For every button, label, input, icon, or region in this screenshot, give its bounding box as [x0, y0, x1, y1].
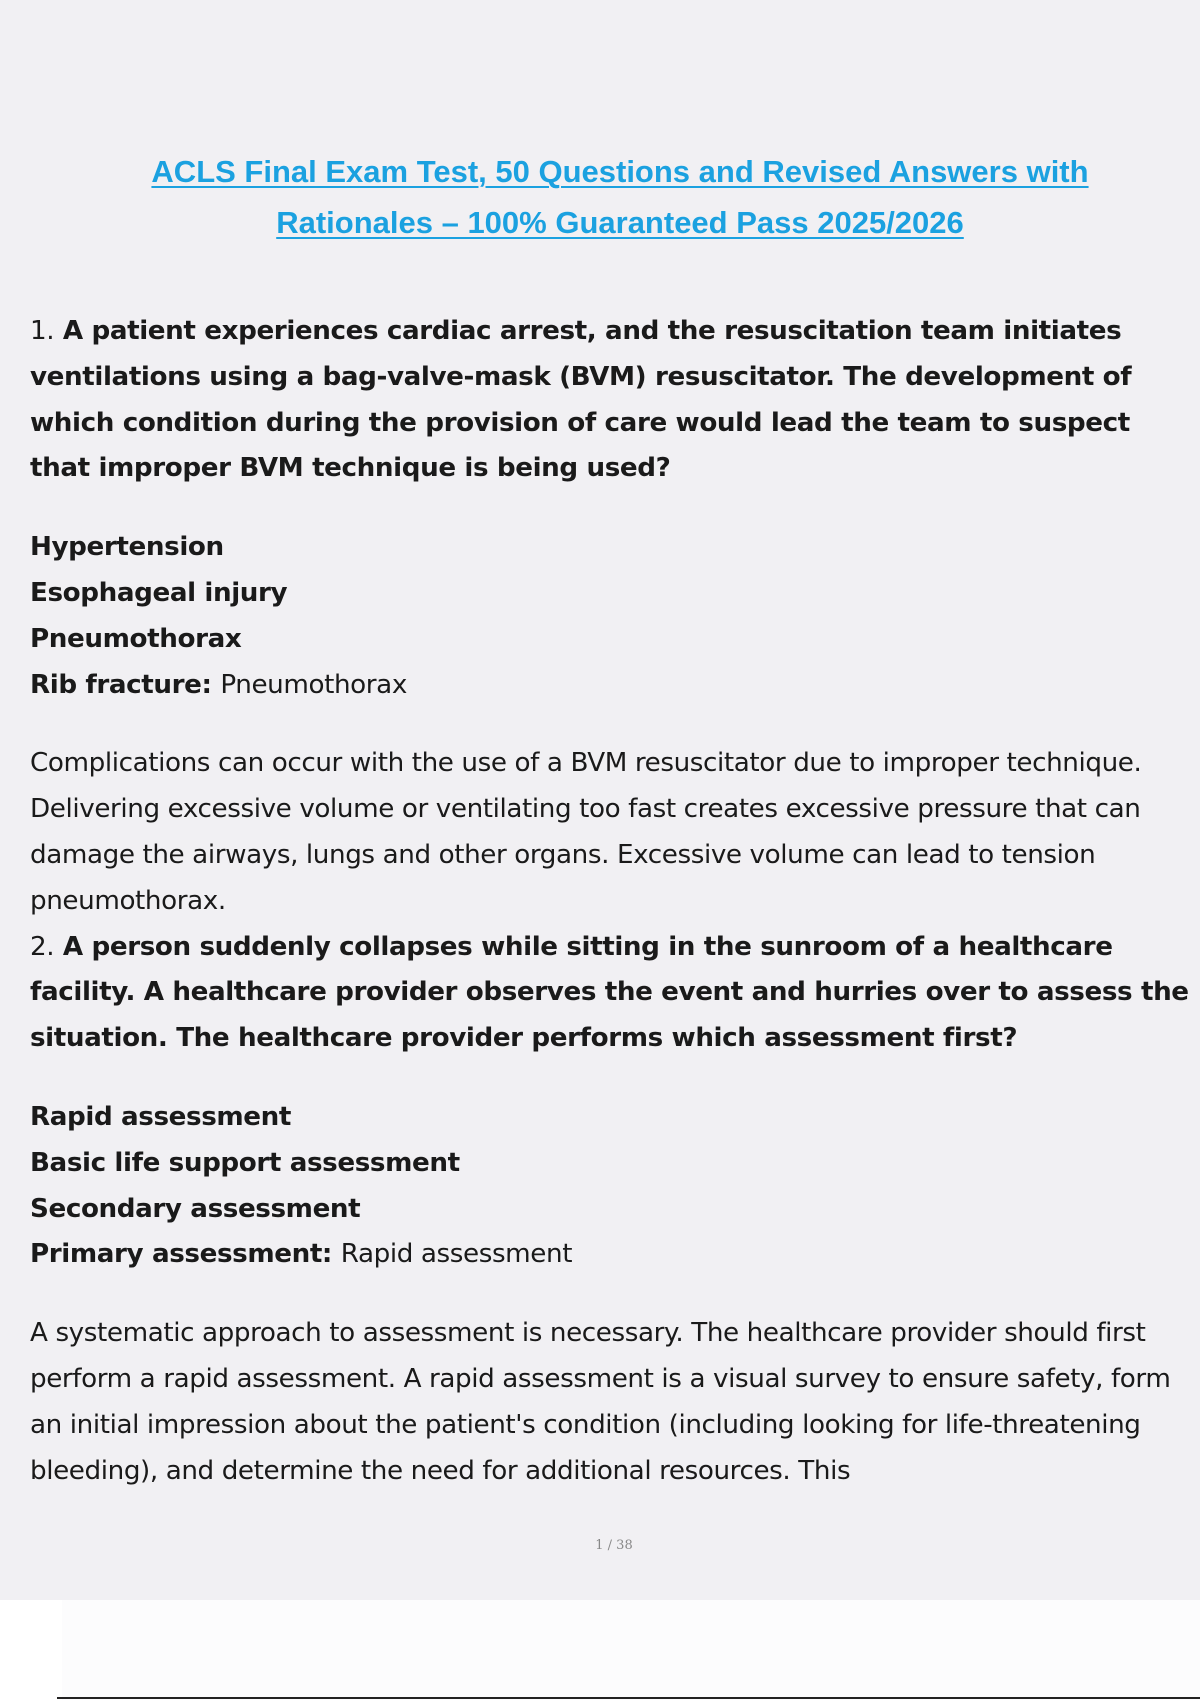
option-item: Basic life support assessment	[30, 1147, 460, 1178]
option-label: Primary assessment:	[30, 1239, 333, 1270]
question-text: A patient experiences cardiac arrest, and the resuscitation team initiates ventilations using a bag-valve-mask (BVM) resuscitator. The development of which condition during the provision of care would lead the team to suspect that improper BVM technique is being used?	[30, 316, 1132, 484]
option-item: Hypertension	[30, 532, 224, 563]
page-number: 1 / 38	[595, 1538, 633, 1553]
next-page-area	[0, 1600, 1200, 1700]
title-line-2[interactable]: Rationales – 100% Guaranteed Pass 2025/2026	[276, 205, 964, 240]
question-1-options	[30, 525, 1195, 708]
question-number: 2.	[30, 931, 55, 962]
option-label: Rib fracture:	[30, 669, 212, 700]
question-2-options	[30, 1095, 1195, 1278]
option-item: Rapid assessment	[30, 1101, 292, 1132]
question-2-rationale: A systematic approach to assessment is necessary. The healthcare provider should first perform a rapid assessment. A rapid assessment is a visual survey to ensure safety, form an initial impression about the patient's condition (including looking for life-threatening bleeding), and determine the need for additional resources. This	[30, 1318, 1171, 1486]
option-item: Pneumothorax	[30, 623, 242, 654]
correct-answer: Rapid assessment	[340, 1239, 573, 1270]
document-title[interactable]	[60, 146, 1180, 248]
next-page-edge	[62, 1600, 1200, 1700]
title-line-1[interactable]: ACLS Final Exam Test, 50 Questions and Revised Answers with	[151, 154, 1089, 189]
question-1-rationale: Complications can occur with the use of a BVM resuscitator due to improper technique. Delivering excessive volume or ventilating too fast creates excessive pressure that can damage the airways, lungs and other organs. Excessive volume can lead to tension pneumothorax.	[30, 748, 1142, 916]
option-item: Secondary assessment	[30, 1193, 361, 1224]
question-1	[30, 309, 1195, 492]
option-item-last	[30, 670, 407, 700]
question-text: A person suddenly collapses while sitting in the sunroom of a healthcare facility. A healthcare provider observes the event and hurries over to assess the situation. The healthcare provider performs which assessment first?	[30, 931, 1189, 1054]
correct-answer: Pneumothorax	[220, 669, 407, 700]
option-item: Esophageal injury	[30, 577, 288, 608]
exam-content	[30, 309, 1195, 1494]
question-2	[30, 925, 1195, 1062]
page-divider	[57, 1697, 1200, 1699]
question-number: 1.	[30, 316, 55, 346]
option-item-last	[30, 1239, 572, 1269]
